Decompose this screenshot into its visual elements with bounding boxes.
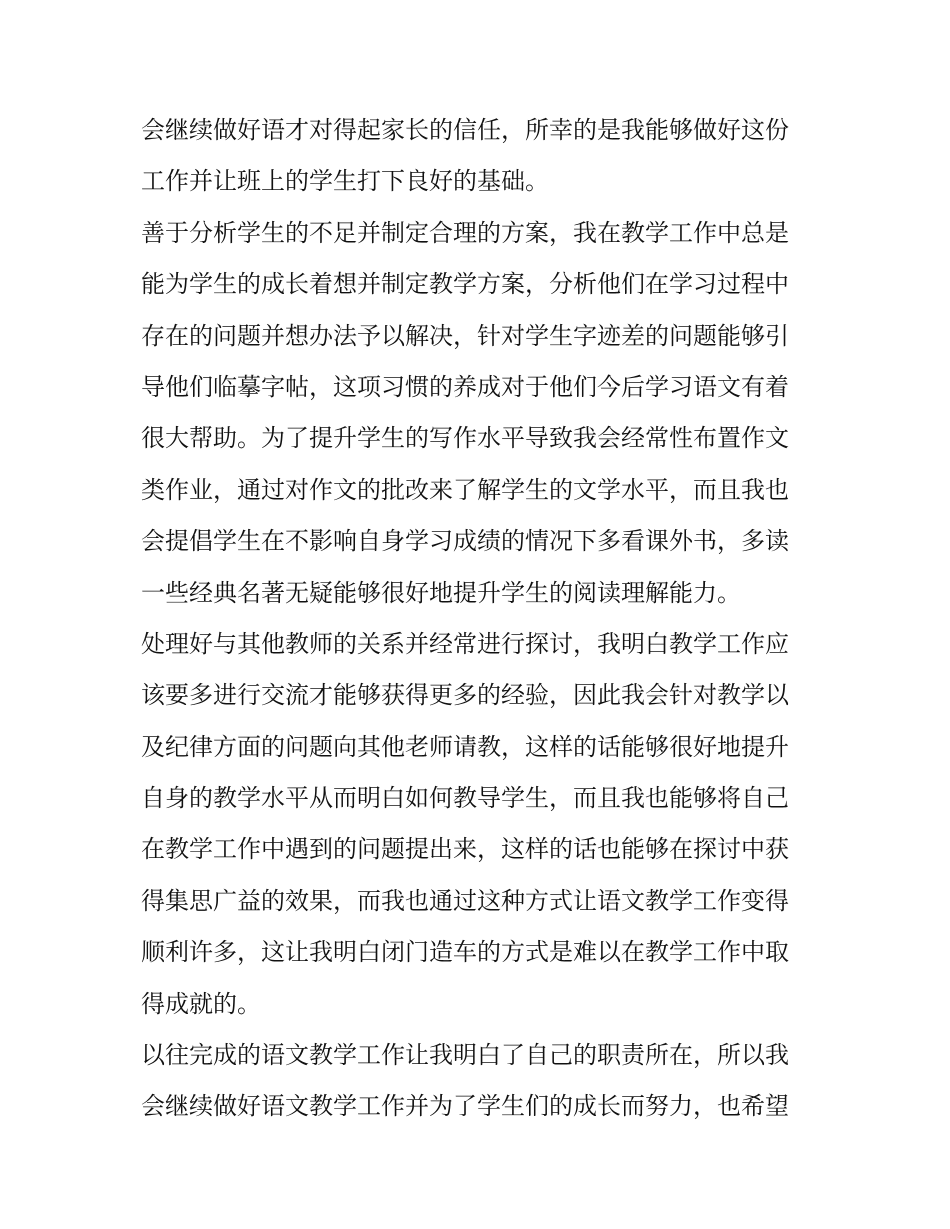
text-line: 得成就的。	[141, 989, 261, 1018]
text-line: 该要多进行交流才能够获得更多的经验，因此我会针对教学以	[141, 681, 789, 710]
text-line: 以往完成的语文教学工作让我明白了自己的职责所在，所以我	[141, 1041, 789, 1070]
text-line: 自身的教学水平从而明白如何教导学生，而且我也能够将自己	[141, 784, 789, 813]
text-line: 会继续做好语才对得起家长的信任，所幸的是我能够做好这份	[141, 116, 789, 144]
text-line: 能为学生的成长着想并制定教学方案，分析他们在学习过程中	[141, 270, 789, 299]
text-line: 得集思广益的效果，而我也通过这种方式让语文教学工作变得	[141, 886, 789, 915]
text-line: 导他们临摹字帖，这项习惯的养成对于他们今后学习语文有着	[141, 372, 789, 401]
text-line: 一些经典名著无疑能够很好地提升学生的阅读理解能力。	[141, 578, 741, 607]
text-line: 工作并让班上的学生打下良好的基础。	[141, 167, 549, 196]
text-line: 会继续做好语文教学工作并为了学生们的成长而努力，也希望	[141, 1092, 789, 1121]
text-line: 及纪律方面的问题向其他老师请教，这样的话能够很好地提升	[141, 732, 789, 761]
text-line: 很大帮助。为了提升学生的写作水平导致我会经常性布置作文	[141, 424, 789, 453]
text-line: 存在的问题并想办法予以解决，针对学生字迹差的问题能够引	[141, 321, 789, 350]
text-line: 会提倡学生在不影响自身学习成绩的情况下多看课外书，多读	[141, 527, 789, 556]
text-line: 顺利许多，这让我明白闭门造车的方式是难以在教学工作中取	[141, 938, 789, 967]
text-line: 类作业，通过对作文的批改来了解学生的文学水平，而且我也	[141, 475, 789, 504]
text-line: 在教学工作中遇到的问题提出来，这样的话也能够在探讨中获	[141, 835, 789, 864]
text-line: 处理好与其他教师的关系并经常进行探讨，我明白教学工作应	[141, 629, 789, 658]
text-line: 善于分析学生的不足并制定合理的方案，我在教学工作中总是	[141, 218, 789, 247]
body-text	[141, 105, 811, 1133]
